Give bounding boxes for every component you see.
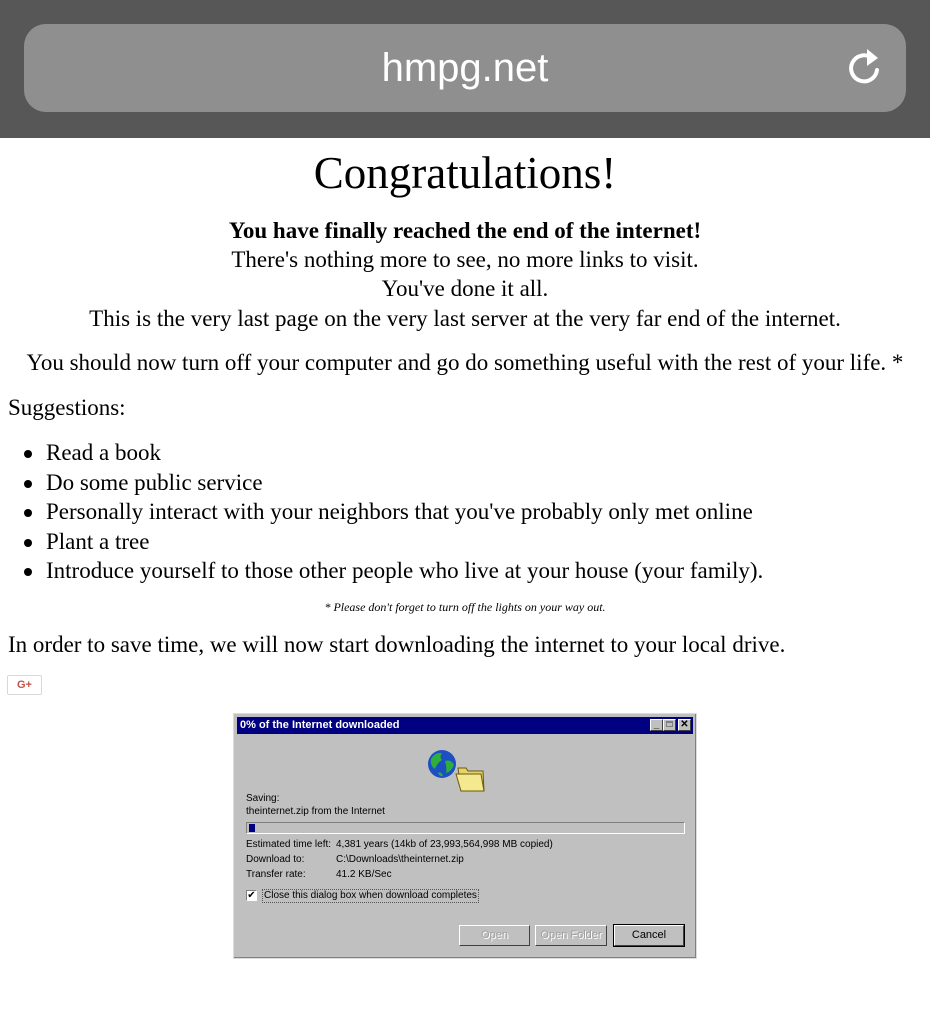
transfer-rate-label: Transfer rate: [246,869,306,880]
open-folder-button[interactable]: Open Folder [535,925,607,946]
suggestion-item: Read a book [46,438,763,468]
download-dialog [233,713,697,959]
minimize-icon: _ [653,719,660,730]
download-progress-bar [246,822,685,834]
saving-file: theinternet.zip from the Internet [246,806,385,817]
close-icon: ✕ [680,719,689,730]
time-left-label: Estimated time left: [246,839,332,850]
minimize-button[interactable] [650,719,663,731]
suggestion-item: Plant a tree [46,527,763,557]
lead-text: You have finally reached the end of the internet! [228,218,702,243]
maximize-button[interactable] [663,719,676,731]
saving-label: Saving: [246,793,280,804]
url-text[interactable]: hmpg.net [381,46,549,90]
close-button[interactable] [678,719,691,731]
browser-toolbar [0,0,930,138]
suggestions-list [0,438,763,586]
suggestion-item: Personally interact with your neighbors that you've probably only met online [46,497,763,527]
dialog-title-bar [237,717,693,734]
reload-icon[interactable] [842,46,886,90]
intro-line-1: There's nothing more to see, no more links to visit. [231,247,699,272]
progress-fill [249,824,255,832]
turn-off-text: You should now turn off your computer and go do something useful with the rest of your life. * [26,350,904,375]
download-to-label: Download to: [246,854,305,865]
address-bar[interactable] [24,24,906,112]
time-left-value: 4,381 years (14kb of 23,993,564,998 MB copied) [336,839,553,850]
dialog-title: 0% of the Internet downloaded [240,719,400,731]
suggestion-item: Do some public service [46,468,763,498]
suggestions-label: Suggestions: [8,395,126,420]
footnote: * Please don't forget to turn off the lights on your way out. [324,600,606,614]
cancel-button[interactable]: Cancel [614,925,684,946]
close-on-complete-label[interactable]: Close this dialog box when download completes [264,890,477,901]
globe-folder-icon [425,747,489,793]
checkmark-icon: ✔ [247,890,256,901]
google-plus-share-button[interactable]: G+ [7,675,42,695]
close-on-complete-checkbox[interactable] [246,890,257,901]
download-text: In order to save time, we will now start downloading the internet to your local drive. [8,632,786,657]
intro-line-3: This is the very last page on the very last server at the very far end of the internet. [89,306,841,331]
intro-line-2: You've done it all. [381,276,549,301]
open-button[interactable]: Open [459,925,530,946]
transfer-rate-value: 41.2 KB/Sec [336,869,392,880]
maximize-icon [666,721,673,727]
page-title: Congratulations! [313,148,617,198]
suggestion-item: Introduce yourself to those other people who live at your house (your family). [46,556,763,586]
download-to-value: C:\Downloads\theinternet.zip [336,854,464,865]
